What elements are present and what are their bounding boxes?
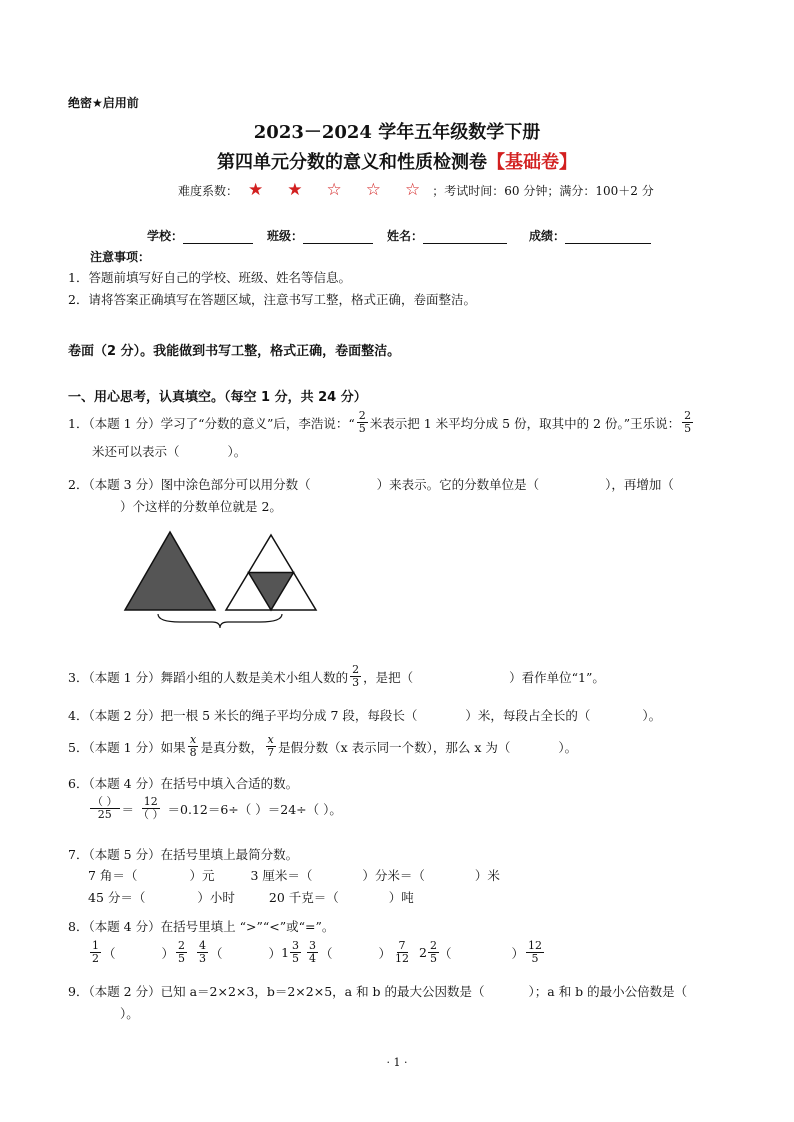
q8-f5-num: 7 xyxy=(398,939,406,952)
q3-text-a: 3．（本题 1 分）舞蹈小组的人数是美术小组人数的 xyxy=(68,669,349,685)
school-field xyxy=(147,227,253,244)
q8-f6-num: 12 xyxy=(528,939,543,952)
class-label: 班级： xyxy=(267,229,304,243)
q1-text-a: 1．（本题 1 分）学习了“分数的意义”后，李浩说：“ xyxy=(68,415,355,431)
difficulty-stars xyxy=(248,180,444,200)
shaded-triangle xyxy=(125,532,215,610)
q7-r2-text-d: ）吨 xyxy=(388,890,414,905)
q1-fraction xyxy=(357,410,368,435)
q8-m1-num: 3 xyxy=(292,939,300,952)
name-blank[interactable] xyxy=(423,243,507,244)
q8-f3-den: 3 xyxy=(199,952,207,965)
q1-text-d: ）。 xyxy=(227,444,247,459)
question-5 xyxy=(68,734,577,759)
class-blank[interactable] xyxy=(303,243,373,244)
q8-lp-1: （ xyxy=(103,945,116,961)
exam-info: ；考试时间：60 分钟；满分：100＋2 分 xyxy=(432,183,654,198)
q8-mixed-1 xyxy=(281,940,301,965)
q9-text-a: 9．（本题 2 分）已知 a＝2×2×3，b＝2×2×5，a 和 b 的最大公因数是（ xyxy=(68,984,485,999)
q8-m2-whole: 2 xyxy=(419,945,427,960)
q8-f2-den: 5 xyxy=(178,952,186,965)
q8-f2-num: 2 xyxy=(178,939,186,952)
q1-frac-num: 2 xyxy=(358,409,366,422)
q8-mixed-2 xyxy=(419,940,439,965)
question-9 xyxy=(68,982,687,1000)
q8-rp-3: ） xyxy=(378,945,392,961)
q6-text-b: ＝0.12＝6÷（ ）＝24÷（ ）。 xyxy=(167,801,342,817)
q5-fraction-1 xyxy=(188,734,199,759)
q8-m1-den: 5 xyxy=(292,952,300,965)
q5-frac2-den: 7 xyxy=(267,746,275,759)
q6-frac2-num: 12 xyxy=(143,795,158,808)
star-empty-icon: ☆ xyxy=(365,180,382,200)
q8-frac-5 xyxy=(393,940,411,965)
q8-lp-3: （ xyxy=(320,945,333,961)
score-field xyxy=(529,227,651,244)
q6-frac1-den: 25 xyxy=(97,808,112,821)
question-2-line-2 xyxy=(92,497,282,515)
q3-text-c: ）看作单位“1”。 xyxy=(509,669,605,685)
question-8: 8．（本题 4 分）在括号里填上 “>”“<”或“=”。 xyxy=(68,919,335,934)
q6-fraction-2 xyxy=(136,796,166,821)
q1-frac2-den: 5 xyxy=(684,422,692,435)
q3-fraction xyxy=(350,664,361,689)
q8-rp-2: ） xyxy=(268,945,282,961)
q9-text-c: ）。 xyxy=(120,1006,139,1021)
q3-frac-num: 2 xyxy=(352,663,360,676)
q5-text-a: 5．（本题 1 分）如果 xyxy=(68,739,186,755)
question-9-line-2 xyxy=(92,1004,139,1022)
q5-text-b: 是真分数， xyxy=(200,739,264,755)
q4-text-c: ）。 xyxy=(642,708,662,723)
q8-frac-2 xyxy=(176,940,187,965)
page-number: · 1 · xyxy=(386,1056,408,1069)
q8-m1-whole: 1 xyxy=(281,945,290,960)
q5-fraction-2 xyxy=(265,734,276,759)
q5-frac1-num: x xyxy=(190,733,197,746)
q1-fraction-2 xyxy=(682,410,693,435)
q1-text-b: 米表示把 1 米平均分成 5 份，取其中的 2 份。”王乐说： xyxy=(369,415,681,431)
question-7-row-2 xyxy=(88,888,414,906)
star-filled-icon: ★ xyxy=(248,180,264,200)
q9-text-b: ）；a 和 b 的最小公倍数是（ xyxy=(528,984,688,999)
q4-text-a: 4．（本题 2 分）把一根 5 米长的绳子平均分成 7 段，每段长（ xyxy=(68,708,418,723)
star-empty-icon: ☆ xyxy=(326,180,342,200)
q7-r2-text-b: ）小时 xyxy=(197,890,235,905)
name-field xyxy=(387,227,507,244)
q8-lp-2: （ xyxy=(210,945,223,961)
q3-frac-den: 3 xyxy=(352,676,360,689)
q7-r1-text-b: ）元 xyxy=(189,868,215,883)
brace xyxy=(158,614,282,628)
q6-fraction-1 xyxy=(90,796,120,821)
q6-frac2-den[interactable]: （ ） xyxy=(138,808,164,821)
question-6: 6．（本题 4 分）在括号中填入合适的数。 xyxy=(68,776,299,791)
q2-text-b: ）来表示。它的分数单位是（ xyxy=(376,477,540,492)
school-label: 学校： xyxy=(147,229,184,243)
difficulty-row xyxy=(178,180,654,200)
difficulty-label: 难度系数： xyxy=(178,183,239,198)
q4-text-b: ）米，每段占全长的（ xyxy=(465,708,591,723)
notes-title: 注意事项： xyxy=(90,250,151,264)
q8-m2-den: 5 xyxy=(430,952,437,965)
q2-figure xyxy=(120,530,330,630)
q6-frac1-num[interactable]: （ ） xyxy=(92,795,118,808)
q8-frac-3 xyxy=(197,940,208,965)
q8-f4-den: 4 xyxy=(309,952,317,965)
title-line-2 xyxy=(0,148,794,174)
q5-text-c: 是假分数（x 表示同一个数），那么 x 为（ xyxy=(278,739,511,755)
q3-text-b: ，是把（ xyxy=(363,669,414,685)
school-blank[interactable] xyxy=(183,243,253,244)
q7-r1-text-c: 3 厘米＝（ xyxy=(250,868,313,883)
question-7: 7．（本题 5 分）在括号里填上最简分数。 xyxy=(68,847,299,862)
q7-r2-text-c: 20 千克＝（ xyxy=(268,890,339,905)
q2-text-a: 2．（本题 3 分）图中涂色部分可以用分数（ xyxy=(68,477,311,492)
question-2 xyxy=(68,475,674,493)
section-1-title: 一、用心思考，认真填空。（每空 1 分，共 24 分） xyxy=(68,390,367,405)
star-filled-icon: ★ xyxy=(287,180,303,200)
q1-text-c: 米还可以表示（ xyxy=(92,444,180,459)
q8-rp-1: ） xyxy=(161,945,175,961)
q8-frac-4 xyxy=(307,940,318,965)
title-main: 第四单元分数的意义和性质检测卷 xyxy=(217,152,487,173)
q6-equals: ＝ xyxy=(121,801,135,817)
neatness-line: 卷面（2 分）。我能做到书写工整，格式正确，卷面整洁。 xyxy=(68,344,401,359)
secret-label: 绝密★启用前 xyxy=(68,96,139,110)
q8-frac-6 xyxy=(526,940,544,965)
class-field xyxy=(267,227,373,244)
note-1: 1．答题前填写好自己的学校、班级、姓名等信息。 xyxy=(68,270,351,285)
q8-frac-1 xyxy=(90,940,101,965)
q8-f6-den: 5 xyxy=(531,952,539,965)
q8-f5-den: 12 xyxy=(395,952,410,965)
q8-f3-num: 4 xyxy=(199,939,207,952)
q5-frac2-num: x xyxy=(267,733,274,746)
question-4 xyxy=(68,706,661,724)
q8-f4-num: 3 xyxy=(309,939,317,952)
q7-r1-text-a: 7 角＝（ xyxy=(88,868,138,883)
question-1 xyxy=(68,410,695,435)
score-label: 成绩： xyxy=(529,229,566,243)
q1-frac2-num: 2 xyxy=(684,409,692,422)
q8-rp-4: ） xyxy=(511,945,525,961)
title-line-1: 2023－2024 学年五年级数学下册 xyxy=(253,122,541,143)
q5-frac1-den: 8 xyxy=(189,746,197,759)
title-tag: 【基础卷】 xyxy=(487,152,577,173)
q8-lp-4: （ xyxy=(439,945,452,961)
q7-r2-text-a: 45 分＝（ xyxy=(88,890,146,905)
question-7-row-1 xyxy=(88,866,500,884)
q8-f1-den: 2 xyxy=(92,952,99,965)
q5-text-d: ）。 xyxy=(558,739,578,755)
question-3 xyxy=(68,664,605,689)
q2-text-c: ），再增加（ xyxy=(605,477,674,492)
q1-frac-den: 5 xyxy=(358,422,366,435)
name-label: 姓名： xyxy=(387,229,424,243)
note-2: 2．请将答案正确填写在答题区域，注意书写工整，格式正确，卷面整洁。 xyxy=(68,292,476,307)
q8-m2-num: 2 xyxy=(430,939,437,952)
score-blank[interactable] xyxy=(565,243,651,244)
question-1-line-2 xyxy=(92,442,246,460)
star-empty-icon: ☆ xyxy=(405,180,421,200)
q2-text-d: ）个这样的分数单位就是 2。 xyxy=(120,499,282,514)
question-8-comparisons xyxy=(88,940,546,965)
info-fields xyxy=(147,227,651,244)
question-6-equation xyxy=(88,796,342,821)
q7-r1-text-d: ）分米＝（ xyxy=(362,868,425,883)
q7-r1-text-e: ）米 xyxy=(474,868,500,883)
q8-f1-num: 1 xyxy=(92,939,99,952)
